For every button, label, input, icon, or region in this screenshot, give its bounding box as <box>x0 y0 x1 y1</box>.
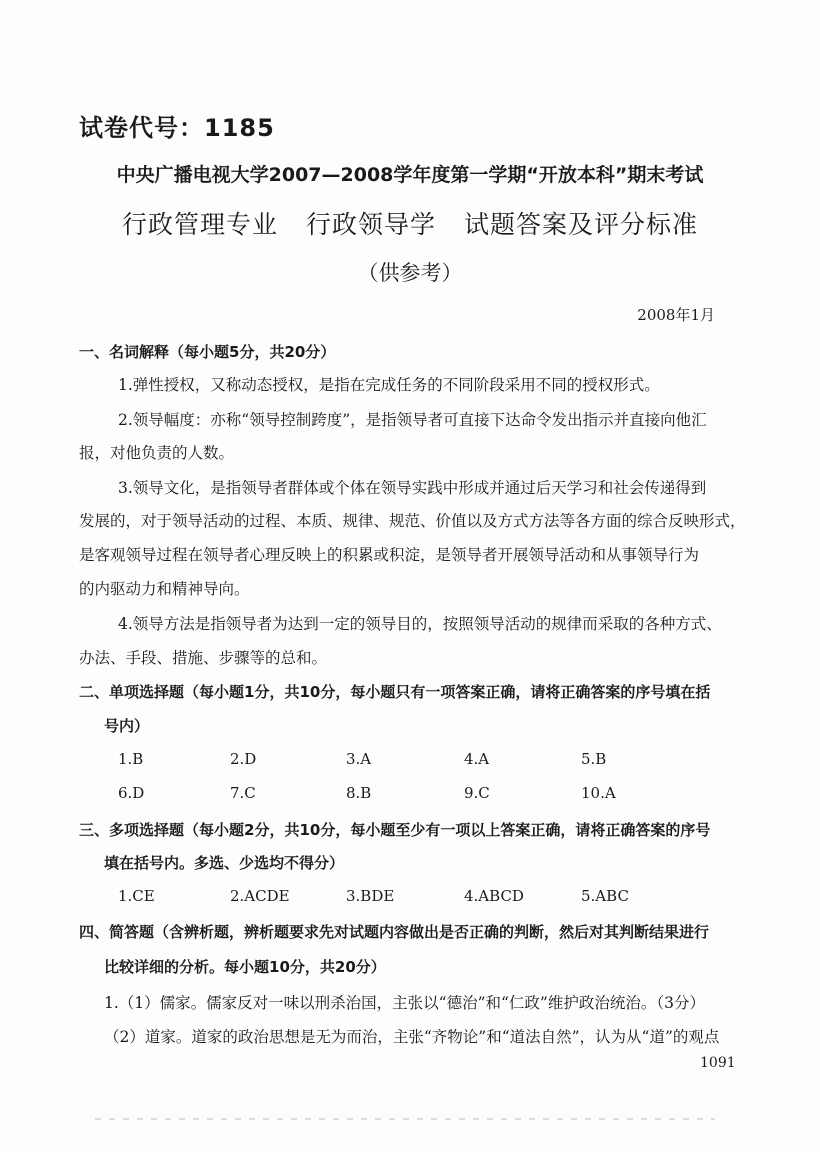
single-choice-answer: 8.B <box>346 784 372 802</box>
subtitle-major: 行政管理专业 <box>121 210 278 239</box>
multi-choice-answer: 2.ACDE <box>230 887 290 905</box>
section1-line: 2.领导幅度：亦称“领导控制跨度”，是指领导者可直接下达命令发出指示并直接向他汇 <box>118 411 707 429</box>
section1-line: 1.弹性授权，又称动态授权，是指在完成任务的不同阶段采用不同的授权形式。 <box>118 376 660 394</box>
section4-line: 1.（1）儒家。儒家反对一味以刑杀治国，主张以“德治”和“仁政”维护政治统治。（3分） <box>104 994 705 1012</box>
single-choice-answer: 4.A <box>464 750 490 768</box>
single-choice-answer: 3.A <box>346 750 372 768</box>
single-choice-answer: 2.D <box>230 750 257 768</box>
exam-code: 试卷代号：1185 <box>79 114 275 142</box>
single-choice-answer: 1.B <box>118 750 144 768</box>
section1-line: 的内驱动力和精神导向。 <box>79 580 250 598</box>
section1-line: 报，对他负责的人数。 <box>79 444 235 462</box>
section4-heading: 四、简答题（含辨析题，辨析题要求先对试题内容做出是否正确的判断，然后对其判断结果进行 <box>79 923 710 941</box>
single-choice-answer: 6.D <box>118 784 145 802</box>
single-choice-answer: 5.B <box>581 750 607 768</box>
multi-choice-answer: 1.CE <box>118 887 155 905</box>
multi-choice-answer: 3.BDE <box>346 887 395 905</box>
section1-line: 3.领导文化，是指领导者群体或个体在领导实践中形成并通过后天学习和社会传递得到 <box>118 479 707 497</box>
section3-heading-cont: 填在括号内。多选、少选均不得分） <box>104 854 345 872</box>
section1-line: 4.领导方法是指领导者为达到一定的领导目的，按照领导活动的规律而采取的各种方式、 <box>118 615 722 633</box>
section2-heading-cont: 号内） <box>104 717 150 735</box>
section1-line: 办法、手段、措施、步骤等的总和。 <box>79 649 328 667</box>
section4-line: （2）道家。道家的政治思想是无为而治，主张“齐物论”和“道法自然”，认为从“道”的观点 <box>104 1028 720 1046</box>
exam-date: 2008年1月 <box>637 306 715 324</box>
multi-choice-answer: 5.ABC <box>581 887 629 905</box>
section2-heading: 二、单项选择题（每小题1分，共10分，每小题只有一项答案正确，请将正确答案的序号填在括 <box>79 683 711 701</box>
section1-line: 是客观领导过程在领导者心理反映上的积累或积淀，是领导者开展领导活动和从事领导行为 <box>79 546 700 564</box>
multi-choice-answer: 4.ABCD <box>464 887 524 905</box>
subtitle-doc-type: 试题答案及评分标准 <box>464 210 699 239</box>
section1-line: 发展的，对于领导活动的过程、本质、规律、规范、价值以及方式方法等各方面的综合反映形式， <box>79 512 746 530</box>
reference-note: （供参考） <box>357 261 463 285</box>
single-choice-answer: 7.C <box>230 784 256 802</box>
single-choice-answer: 9.C <box>464 784 490 802</box>
section3-heading: 三、多项选择题（每小题2分，共10分，每小题至少有一项以上答案正确，请将正确答案的序号 <box>79 821 711 839</box>
section1-heading: 一、名词解释（每小题5分，共20分） <box>79 343 336 361</box>
section4-heading-cont: 比较详细的分析。每小题10分，共20分） <box>104 958 386 976</box>
scan-artifact <box>95 1118 715 1120</box>
subtitle-course: 行政领导学 <box>305 210 436 239</box>
single-choice-answer: 10.A <box>581 784 616 802</box>
exam-subtitle <box>0 205 820 241</box>
exam-title: 中央广播电视大学2007—2008学年度第一学期“开放本科”期末考试 <box>116 164 704 186</box>
page-number: 1091 <box>700 1055 736 1071</box>
